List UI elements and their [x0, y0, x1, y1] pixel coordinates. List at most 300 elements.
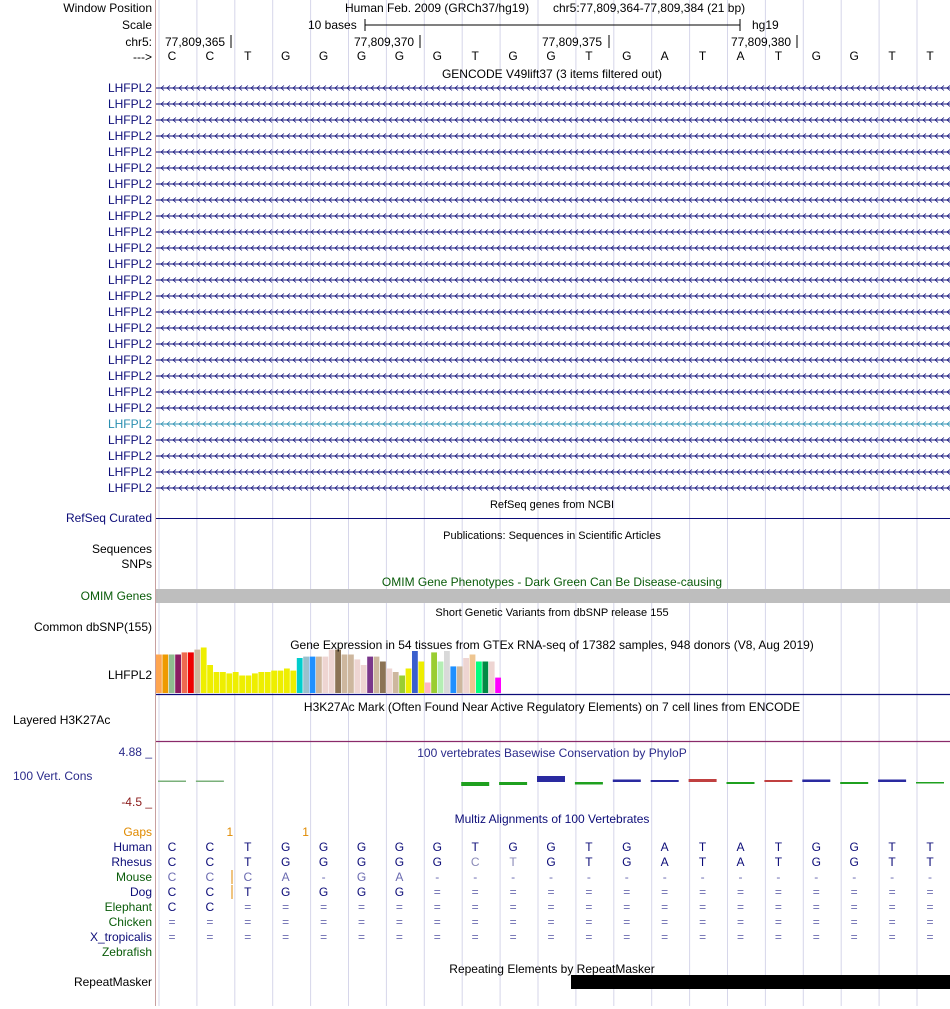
aligned-base: = [926, 915, 934, 929]
gene-label-lhfpl2[interactable]: LHFPL2 [107, 465, 152, 479]
aligned-base: = [623, 930, 631, 944]
aligned-base: C [167, 900, 177, 914]
aligned-base: = [812, 900, 820, 914]
aligned-base: - [473, 870, 478, 884]
aligned-base: = [168, 930, 176, 944]
gene-label-lhfpl2[interactable]: LHFPL2 [107, 257, 152, 271]
aligned-base: = [585, 900, 593, 914]
gtex-tissue-bar [233, 672, 239, 693]
gtex-tissue-bar [220, 672, 226, 693]
aligned-base: T [698, 855, 707, 869]
refseq-track-title: RefSeq genes from NCBI [489, 499, 615, 511]
aligned-base: = [433, 930, 441, 944]
position-range: chr5:77,809,364-77,809,384 (21 bp) [553, 1, 746, 15]
aligned-base: - [814, 870, 819, 884]
base-letter: A [660, 49, 669, 63]
aligned-base: G [394, 840, 405, 854]
aligned-base: = [547, 885, 555, 899]
gtex-tissue-bar [342, 655, 348, 694]
aligned-base: A [281, 870, 290, 884]
gtex-tissue-bar [425, 683, 431, 694]
aligned-base: T [585, 855, 593, 869]
aligned-base: G [281, 840, 291, 854]
aligned-base: - [738, 870, 743, 884]
aligned-base: = [812, 930, 820, 944]
gene-label-lhfpl2[interactable]: LHFPL2 [107, 321, 152, 335]
aligned-base: = [888, 930, 896, 944]
gtex-tissue-bar [265, 672, 271, 693]
repeatmasker-element [571, 975, 950, 989]
gtex-tissue-bar [438, 662, 444, 694]
aligned-base: T [888, 840, 896, 854]
repeatmasker-label[interactable]: RepeatMasker [73, 975, 152, 989]
conservation-score-mark [916, 782, 944, 784]
conservation-score-mark [878, 780, 906, 783]
aligned-base: = [623, 915, 631, 929]
aligned-base: = [282, 915, 290, 929]
aligned-base: = [471, 930, 479, 944]
aligned-base: T [926, 855, 934, 869]
aligned-base: = [547, 930, 555, 944]
conservation-score-mark [727, 782, 755, 784]
aligned-base: = [471, 885, 479, 899]
gene-label-lhfpl2[interactable]: LHFPL2 [107, 177, 152, 191]
aligned-base: - [624, 870, 629, 884]
gene-label-lhfpl2[interactable]: LHFPL2 [107, 369, 152, 383]
gene-label-lhfpl2[interactable]: LHFPL2 [107, 305, 152, 319]
species-label-elephant[interactable]: Elephant [104, 900, 152, 914]
aligned-base: A [395, 870, 404, 884]
gtex-tissue-bar [463, 658, 469, 693]
base-letter: G [622, 49, 632, 63]
gene-label-lhfpl2[interactable]: LHFPL2 [107, 433, 152, 447]
aligned-base: - [662, 870, 667, 884]
h3k27ac-track-title: H3K27Ac Mark (Often Found Near Active Regulatory Elements) on 7 cell lines from ENCODE [303, 700, 801, 714]
aligned-base: G [356, 840, 367, 854]
gene-label-lhfpl2[interactable]: LHFPL2 [107, 145, 152, 159]
gtex-tissue-bar [226, 673, 232, 693]
aligned-base: = [282, 900, 290, 914]
aligned-base: = [623, 900, 631, 914]
conservation-score-mark [651, 780, 679, 782]
aligned-base: = [357, 900, 366, 914]
conservation-min-label: -4.5 _ [121, 795, 152, 809]
gene-label-lhfpl2[interactable]: LHFPL2 [107, 449, 152, 463]
aligned-base: = [433, 915, 441, 929]
conservation-score-mark [499, 782, 527, 785]
aligned-base: = [206, 930, 214, 944]
aligned-base: T [585, 840, 593, 854]
coord-tick-3: 77,809,375 [542, 35, 603, 49]
aligned-base: - [700, 870, 705, 884]
base-letter: G [394, 49, 405, 63]
aligned-base: C [167, 885, 177, 899]
species-label-dog[interactable]: Dog [129, 885, 152, 899]
aligned-base: = [888, 900, 896, 914]
aligned-base: = [661, 915, 669, 929]
aligned-base: = [320, 915, 328, 929]
multiz-track-title: Multiz Alignments of 100 Vertebrates [454, 812, 650, 826]
gtex-tissue-bar [406, 669, 412, 694]
conservation-score-mark [613, 780, 641, 783]
gtex-tissue-bar [399, 676, 405, 694]
conservation-score-mark [575, 782, 603, 785]
aligned-base: = [206, 915, 214, 929]
base-letter: T [244, 49, 252, 63]
gtex-tissue-bar [303, 657, 309, 693]
aligned-base: - [586, 870, 591, 884]
aligned-base: = [585, 915, 593, 929]
aligned-base: C [205, 900, 215, 914]
base-letter: T [774, 49, 783, 63]
omim-genes-label[interactable]: OMIM Genes [80, 589, 152, 603]
conservation-score-mark [537, 776, 565, 782]
aligned-base: G [622, 855, 632, 869]
base-letter: T [888, 49, 896, 63]
aligned-base: G [546, 840, 556, 854]
aligned-base: T [471, 840, 479, 854]
aligned-base: = [850, 900, 858, 914]
aligned-base: = [699, 900, 707, 914]
base-letter: G [318, 49, 329, 63]
aligned-base: = [509, 915, 517, 929]
aligned-base: A [660, 855, 669, 869]
aligned-base: = [736, 885, 745, 899]
coord-tick-2: 77,809,370 [354, 35, 415, 49]
gtex-tissue-bar [310, 657, 316, 693]
strand-arrow-label: ---> [133, 50, 152, 64]
aligned-base: = [547, 915, 555, 929]
aligned-base: = [850, 885, 858, 899]
snps-label[interactable]: SNPs [121, 557, 152, 571]
aligned-base: T [698, 840, 707, 854]
gtex-tissue-bar [246, 676, 252, 694]
aligned-base: = [433, 900, 441, 914]
conservation-score-mark [461, 782, 489, 786]
gene-label-lhfpl2[interactable]: LHFPL2 [107, 385, 152, 399]
aligned-base: = [395, 915, 403, 929]
aligned-base: G [318, 840, 329, 854]
gtex-tissue-bar [457, 666, 463, 693]
gtex-tissue-bar [252, 673, 258, 693]
gtex-tissue-bar [169, 655, 175, 694]
gtex-tissue-bar [188, 652, 194, 693]
aligned-base: = [395, 930, 403, 944]
aligned-base: = [812, 885, 820, 899]
species-label-mouse[interactable]: Mouse [115, 870, 152, 884]
aligned-base: = [699, 915, 707, 929]
base-letter: T [698, 49, 707, 63]
aligned-base: = [699, 885, 707, 899]
aligned-base: G [281, 885, 291, 899]
gap-count: 1 [302, 825, 309, 839]
aligned-base: T [926, 840, 934, 854]
gtex-tissue-bar [329, 650, 335, 693]
aligned-base: = [585, 885, 593, 899]
chromosome-label: chr5: [125, 35, 152, 49]
assembly-title: Human Feb. 2009 (GRCh37/hg19) [345, 1, 530, 15]
gene-label-lhfpl2[interactable]: LHFPL2 [107, 401, 152, 415]
base-letter: G [281, 49, 291, 63]
gtex-tissue-bar [297, 658, 303, 693]
gtex-tissue-bar [162, 655, 168, 694]
conservation-score-mark [158, 781, 186, 783]
aligned-base: G [849, 840, 859, 854]
gtex-tissue-bar [444, 651, 450, 693]
omim-track-title: OMIM Gene Phenotypes - Dark Green Can Be Disease-causing [381, 575, 723, 589]
aligned-base: G [849, 855, 859, 869]
aligned-base: = [433, 885, 441, 899]
aligned-base: = [282, 930, 290, 944]
refseq-curated-label[interactable]: RefSeq Curated [65, 511, 152, 525]
aligned-base: G [508, 840, 518, 854]
gtex-tissue-bar [316, 657, 322, 693]
base-letter: G [849, 49, 859, 63]
aligned-base: = [736, 915, 745, 929]
aligned-base: G [394, 885, 405, 899]
aligned-base: = [244, 915, 252, 929]
gtex-tissue-bar [258, 672, 264, 693]
aligned-base: G [811, 855, 821, 869]
aligned-base: = [320, 930, 328, 944]
gtex-tissue-bar [239, 676, 245, 694]
genome-browser-image[interactable] [155, 0, 950, 1006]
base-letter: C [205, 49, 215, 63]
gene-label-lhfpl2[interactable]: LHFPL2 [107, 353, 152, 367]
omim-gene-bar [156, 589, 950, 603]
aligned-base: T [774, 840, 783, 854]
aligned-base: = [168, 915, 176, 929]
gtex-tissue-bar [335, 650, 341, 693]
aligned-base: = [774, 885, 782, 899]
aligned-base: = [774, 900, 782, 914]
gtex-tissue-bar [386, 669, 392, 694]
aligned-base: G [356, 855, 367, 869]
gtex-tissue-bar [450, 666, 456, 693]
aligned-base: = [812, 915, 820, 929]
aligned-base: C [205, 885, 215, 899]
vert-cons-label[interactable]: 100 Vert. Cons [13, 769, 93, 783]
aligned-base: = [926, 900, 934, 914]
gtex-tissue-bar [476, 662, 482, 694]
gtex-tissue-bar [194, 650, 200, 693]
aligned-base: - [928, 870, 932, 884]
aligned-base: G [546, 855, 556, 869]
gtex-tissue-bar [431, 652, 437, 693]
aligned-base: = [774, 915, 782, 929]
gtex-tissue-bar [489, 662, 495, 694]
gtex-tissue-bar [214, 672, 220, 693]
layered-h3k27ac-label[interactable]: Layered H3K27Ac [13, 713, 111, 727]
gtex-tissue-bar [175, 655, 181, 694]
aligned-base: G [356, 885, 367, 899]
aligned-base: G [394, 855, 405, 869]
gene-label-lhfpl2[interactable]: LHFPL2 [107, 129, 152, 143]
aligned-base: - [511, 870, 516, 884]
aligned-base: = [774, 930, 782, 944]
aligned-base: C [205, 840, 215, 854]
aligned-base: A [660, 840, 669, 854]
gap-count: 1 [226, 825, 234, 839]
aligned-base: - [435, 870, 440, 884]
assembly-short-label: hg19 [752, 18, 779, 32]
species-label-rhesus[interactable]: Rhesus [111, 855, 152, 869]
aligned-base: C [205, 855, 215, 869]
scale-label: Scale [121, 18, 152, 32]
gene-label-lhfpl2[interactable]: LHFPL2 [107, 209, 152, 223]
sequences-label[interactable]: Sequences [91, 542, 152, 556]
aligned-base: = [661, 900, 669, 914]
coord-tick-1: 77,809,365 [165, 35, 226, 49]
gene-label-lhfpl2[interactable]: LHFPL2 [107, 81, 152, 95]
aligned-base: - [321, 870, 326, 884]
aligned-base: = [888, 885, 896, 899]
common-dbsnp-label[interactable]: Common dbSNP(155) [33, 620, 152, 634]
gtex-tissue-bar [354, 659, 360, 693]
aligned-base: - [549, 870, 553, 884]
gtex-gene-label[interactable]: LHFPL2 [107, 668, 152, 682]
base-letter: T [585, 49, 593, 63]
aligned-base: A [736, 840, 745, 854]
aligned-base: G [318, 855, 329, 869]
gtex-tissue-bar [182, 652, 188, 693]
aligned-base: C [167, 840, 177, 854]
aligned-base: T [888, 855, 896, 869]
conservation-score-mark [764, 780, 792, 782]
species-label-chicken[interactable]: Chicken [108, 915, 152, 929]
aligned-base: = [509, 900, 517, 914]
aligned-base: = [244, 930, 252, 944]
scale-bar-text: 10 bases [308, 18, 357, 32]
aligned-base: T [509, 855, 517, 869]
gaps-label: Gaps [123, 825, 152, 839]
gene-label-lhfpl2[interactable]: LHFPL2 [107, 113, 152, 127]
gene-label-lhfpl2[interactable]: LHFPL2 [107, 225, 152, 239]
conservation-score-mark [689, 779, 717, 782]
gene-label-lhfpl2[interactable]: LHFPL2 [107, 337, 152, 351]
species-label-zebrafish[interactable]: Zebrafish [101, 945, 152, 959]
base-letter: G [432, 49, 442, 63]
track-labels-column [0, 0, 155, 1006]
gene-label-lhfpl2[interactable]: LHFPL2 [107, 481, 152, 495]
aligned-base: G [432, 840, 442, 854]
aligned-base: = [357, 930, 366, 944]
aligned-base: = [850, 915, 858, 929]
aligned-base: = [471, 915, 479, 929]
aligned-base: = [509, 930, 517, 944]
gene-label-lhfpl2[interactable]: LHFPL2 [107, 289, 152, 303]
aligned-base: G [281, 855, 291, 869]
gtex-tissue-bar [156, 655, 162, 694]
aligned-base: C [205, 870, 215, 884]
species-label-x_tropicalis[interactable]: X_tropicalis [89, 930, 152, 944]
aligned-base: T [244, 840, 252, 854]
conservation-score-mark [840, 782, 868, 784]
aligned-base: C [243, 870, 253, 884]
aligned-base: = [850, 930, 858, 944]
conservation-track-title: 100 vertebrates Basewise Conservation by PhyloP [417, 746, 687, 760]
aligned-base: = [357, 915, 366, 929]
aligned-base: = [471, 900, 479, 914]
gtex-tissue-bar [207, 665, 213, 693]
aligned-base: = [888, 915, 896, 929]
gtex-tissue-bar [367, 657, 373, 693]
aligned-base: = [395, 900, 403, 914]
gencode-track-title: GENCODE V49lift37 (3 items filtered out) [441, 67, 663, 81]
base-letter: A [736, 49, 745, 63]
gtex-tissue-bar [361, 665, 367, 693]
aligned-base: = [736, 930, 745, 944]
aligned-base: = [547, 900, 555, 914]
gtex-tissue-bar [322, 657, 328, 693]
base-letter: G [811, 49, 821, 63]
species-label-human[interactable]: Human [113, 840, 152, 854]
gene-label-lhfpl2[interactable]: LHFPL2 [107, 193, 152, 207]
base-letter: G [546, 49, 556, 63]
gene-label-lhfpl2[interactable]: LHFPL2 [107, 161, 152, 175]
aligned-base: = [585, 930, 593, 944]
aligned-base: C [167, 855, 177, 869]
aligned-base: G [622, 840, 632, 854]
gtex-tissue-bar [284, 669, 290, 694]
conservation-max-label: 4.88 _ [118, 745, 152, 759]
base-letter: G [508, 49, 518, 63]
gtex-tissue-bar [393, 672, 399, 693]
aligned-base: T [774, 855, 783, 869]
aligned-base: T [244, 855, 252, 869]
aligned-base: T [244, 885, 252, 899]
gtex-tissue-bar [271, 671, 277, 693]
gene-label-lhfpl2[interactable]: LHFPL2 [107, 97, 152, 111]
aligned-base: - [776, 870, 781, 884]
aligned-base: = [926, 930, 934, 944]
aligned-base: = [320, 900, 328, 914]
aligned-base: G [318, 885, 329, 899]
gtex-tissue-bar [201, 648, 207, 694]
gtex-tissue-bar [278, 671, 284, 693]
aligned-base: = [736, 900, 745, 914]
gene-label-lhfpl2[interactable]: LHFPL2 [107, 241, 152, 255]
base-letter: T [926, 49, 934, 63]
gtex-tissue-bar [470, 655, 476, 694]
gene-label-lhfpl2[interactable]: LHFPL2 [107, 273, 152, 287]
aligned-base: = [926, 885, 934, 899]
coord-tick-4: 77,809,380 [731, 35, 792, 49]
conservation-score-mark [802, 780, 830, 783]
aligned-base: = [661, 930, 669, 944]
gene-label-lhfpl2[interactable]: LHFPL2 [107, 417, 152, 431]
gtex-tissue-bar [380, 662, 386, 694]
aligned-base: = [661, 885, 669, 899]
gtex-tissue-bar [482, 662, 488, 694]
aligned-base: G [432, 855, 442, 869]
aligned-base: A [736, 855, 745, 869]
base-letter: C [167, 49, 177, 63]
base-letter: T [471, 49, 479, 63]
window-position-label: Window Position [63, 1, 152, 15]
gtex-tissue-bar [348, 655, 354, 694]
aligned-base: = [509, 885, 517, 899]
base-letter: G [356, 49, 367, 63]
aligned-base: G [811, 840, 821, 854]
conservation-score-mark [196, 781, 224, 783]
gtex-tissue-bar [374, 657, 380, 693]
publications-track-title: Publications: Sequences in Scientific Articles [443, 530, 661, 542]
gtex-track-title: Gene Expression in 54 tissues from GTEx RNA-seq of 17382 samples, 948 donors (V8, Aug 2019) [290, 638, 814, 652]
aligned-base: G [356, 870, 367, 884]
aligned-base: = [623, 885, 631, 899]
aligned-base: - [852, 870, 857, 884]
